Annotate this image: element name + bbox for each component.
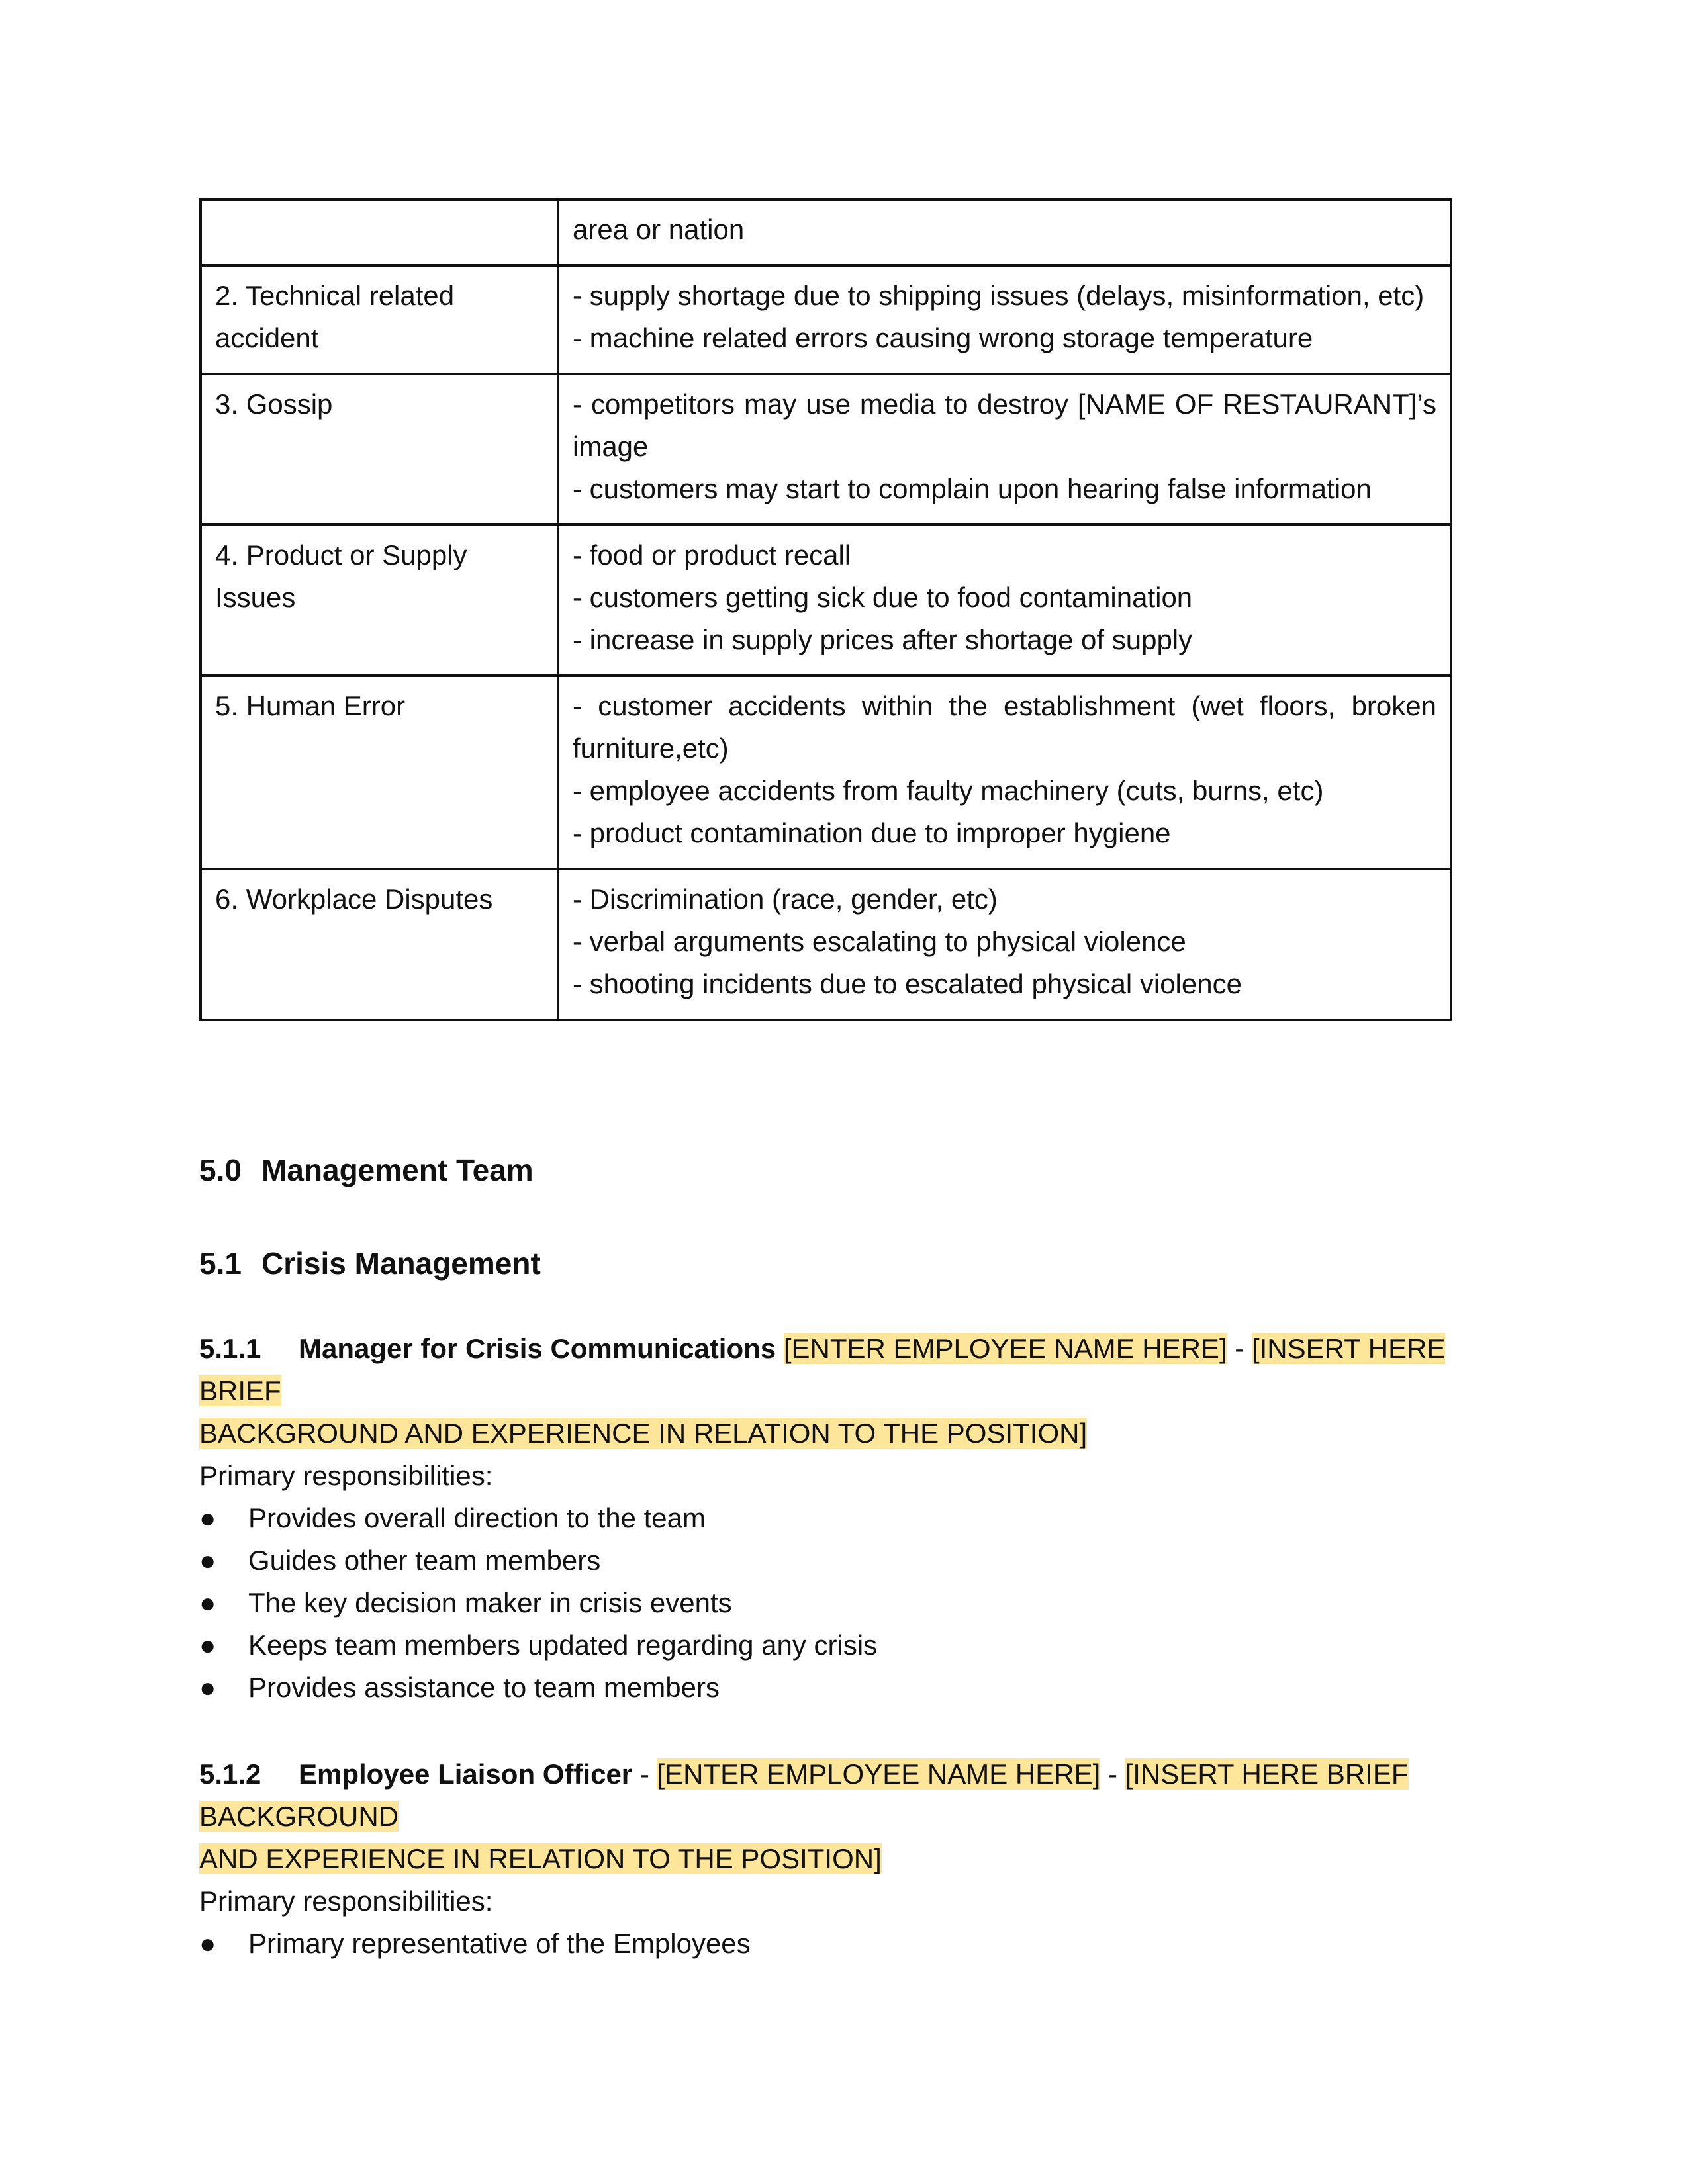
separator: - (1227, 1333, 1252, 1364)
responsibilities-list (199, 1923, 751, 1965)
employee-name-placeholder: [ENTER EMPLOYEE NAME HERE] (783, 1333, 1227, 1364)
risk-detail-line: - verbal arguments escalating to physical violence (573, 926, 1186, 957)
risk-detail-line: - product contamination due to improper hygiene (573, 817, 1171, 848)
risk-details-cell (558, 374, 1451, 525)
risk-detail-line: - customer accidents within the establishment (wet floors, broken furniture,etc) (573, 690, 1436, 764)
list-item (199, 1923, 751, 1965)
subsection-employee-liaison-officer (199, 1753, 1497, 1880)
risk-detail-line: - customers getting sick due to food contamination (573, 582, 1193, 613)
list-item-text: Provides assistance to team members (248, 1672, 720, 1703)
bullet-icon: ● (199, 1672, 216, 1703)
list-item (199, 1497, 877, 1539)
list-item (199, 1624, 877, 1666)
risk-details-cell (558, 525, 1451, 676)
background-placeholder: [INSERT HERE BRIEF (199, 1333, 1446, 1406)
subsection-crisis-communications-manager (199, 1328, 1497, 1455)
table-row (201, 374, 1451, 525)
responsibilities-label: Primary responsibilities: (199, 1886, 493, 1917)
table-row (201, 676, 1451, 869)
responsibilities-list (199, 1497, 877, 1709)
subsection-number: 5.1.1 (199, 1333, 261, 1364)
list-item-text: The key decision maker in crisis events (248, 1587, 732, 1618)
subsection-number: 5.1.2 (199, 1758, 261, 1790)
risk-details-cell (558, 265, 1451, 374)
section-number: 5.1 (199, 1246, 242, 1281)
risk-detail-line: - Discrimination (race, gender, etc) (573, 884, 998, 915)
list-item (199, 1582, 877, 1624)
background-placeholder: [INSERT HERE BRIEF BACKGROUND (199, 1758, 1409, 1832)
risk-detail-line: - food or product recall (573, 539, 851, 570)
risk-detail-line: - supply shortage due to shipping issues (delays, misinformation, etc) (573, 280, 1425, 311)
separator: - (632, 1758, 657, 1790)
risk-detail-line: area or nation (573, 214, 745, 245)
risk-details-cell (558, 869, 1451, 1020)
responsibilities-label: Primary responsibilities: (199, 1460, 493, 1491)
risk-detail-line: - customers may start to complain upon hearing false information (573, 473, 1372, 504)
list-item-text: Primary representative of the Employees (248, 1928, 751, 1959)
background-placeholder: BACKGROUND AND EXPERIENCE IN RELATION TO THE POSITION] (199, 1418, 1088, 1449)
section-number: 5.0 (199, 1153, 242, 1187)
risk-table (199, 198, 1452, 1021)
risk-detail-line: - machine related errors causing wrong storage temperature (573, 322, 1313, 353)
risk-detail-line: - increase in supply prices after shortage of supply (573, 624, 1193, 655)
bullet-icon: ● (199, 1502, 216, 1533)
subsection-title: Manager for Crisis Communications (299, 1333, 776, 1364)
subsection-title: Employee Liaison Officer (299, 1758, 633, 1790)
risk-category-cell: 3. Gossip (201, 374, 558, 525)
section-heading-crisis-management (199, 1244, 541, 1283)
separator: - (1100, 1758, 1125, 1790)
list-item-text: Guides other team members (248, 1545, 601, 1576)
bullet-icon: ● (199, 1587, 216, 1618)
background-placeholder: AND EXPERIENCE IN RELATION TO THE POSITION] (199, 1843, 882, 1874)
risk-category-cell: 2. Technical related accident (201, 265, 558, 374)
section-title: Crisis Management (261, 1246, 541, 1281)
risk-category-cell: 5. Human Error (201, 676, 558, 869)
table-row (201, 525, 1451, 676)
list-item-text: Provides overall direction to the team (248, 1502, 706, 1533)
employee-name-placeholder: [ENTER EMPLOYEE NAME HERE] (657, 1758, 1101, 1790)
risk-category-cell (201, 199, 558, 265)
table-row (201, 869, 1451, 1020)
section-heading-management-team (199, 1150, 534, 1190)
list-item-text: Keeps team members updated regarding any crisis (248, 1629, 878, 1661)
bullet-icon: ● (199, 1928, 216, 1959)
list-item (199, 1539, 877, 1582)
risk-details-cell (558, 676, 1451, 869)
list-item (199, 1666, 877, 1709)
section-title: Management Team (261, 1153, 534, 1187)
risk-detail-line: - employee accidents from faulty machinery (cuts, burns, etc) (573, 775, 1324, 806)
table-row (201, 265, 1451, 374)
bullet-icon: ● (199, 1629, 216, 1661)
risk-category-cell: 4. Product or Supply Issues (201, 525, 558, 676)
risk-details-cell (558, 199, 1451, 265)
risk-category-cell: 6. Workplace Disputes (201, 869, 558, 1020)
risk-detail-line: - shooting incidents due to escalated physical violence (573, 968, 1242, 999)
bullet-icon: ● (199, 1545, 216, 1576)
risk-detail-line: - competitors may use media to destroy [NAME OF RESTAURANT]’s image (573, 388, 1436, 462)
table-row (201, 199, 1451, 265)
